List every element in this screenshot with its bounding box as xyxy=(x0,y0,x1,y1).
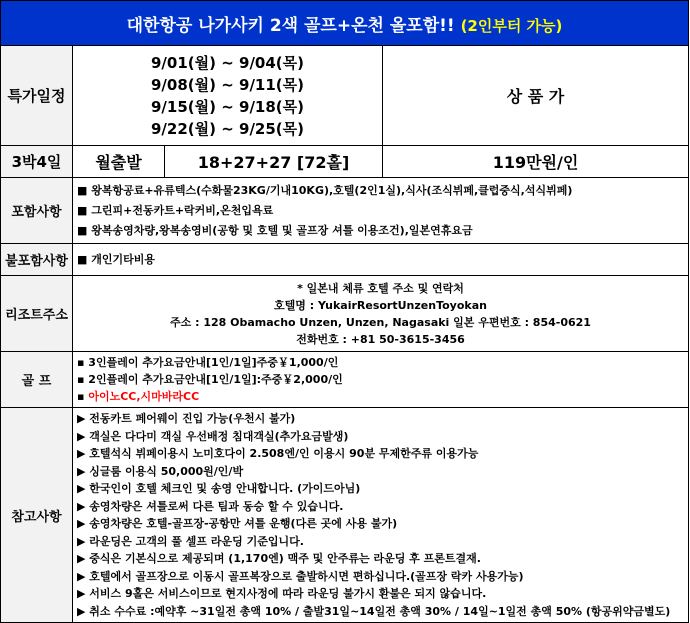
golf-label: 골 프 xyxy=(1,352,73,408)
resort-heading: * 일본내 체류 호텔 주소 및 연락처 xyxy=(297,281,464,295)
schedule-label: 특가일정 xyxy=(1,46,73,146)
duration: 3박4일 xyxy=(1,146,73,178)
schedule-dates xyxy=(73,46,383,146)
golf-courses-row xyxy=(77,388,684,405)
title-main: 대한항공 나가사키 2색 골프+온천 올포함!! xyxy=(126,15,455,36)
hotel-phone: 전화번호 : +81 50-3615-3456 xyxy=(296,332,465,346)
schedule-date: 9/22(월) ~ 9/25(목) xyxy=(151,119,304,138)
price-label: 상 품 가 xyxy=(383,46,689,146)
note-item: ▶ 싱글룸 이용식 50,000원/인/박 xyxy=(77,464,244,478)
golf-bullet: ▪ xyxy=(77,390,85,403)
note-item: ▶ 중식은 기본식으로 제공되며 (1,170엔) 맥주 및 안주류는 라운딩 후 프론트결재. xyxy=(77,552,481,565)
hotel-name: 호텔명 : YukairResortUnzenToyokan xyxy=(274,298,487,312)
golf-item: ▪ 2인플레이 추가요금안내[1인/1일]:주중￥2,000/인 xyxy=(77,373,343,386)
note-item: ▶ 서비스 9홀은 서비스이므로 현지사정에 따라 라운딩 불가시 환불은 되지 않습니다. xyxy=(77,587,487,600)
included-item: ■ 그린피+전동카트+락커비,온천입욕료 xyxy=(77,203,274,217)
excluded-item: ■ 개인기타비용 xyxy=(77,252,155,266)
resort-label: 리조트주소 xyxy=(1,276,73,352)
note-item: ▶ 라운딩은 고객의 풀 셀프 라운딩 기준입니다. xyxy=(77,534,304,548)
price: 119만원/인 xyxy=(383,146,689,178)
included-list xyxy=(73,178,689,244)
note-item: ▶ 호텔석식 뷔페이용시 노미호다이 2.508엔/인 이용시 90분 무제한주류 이용가능 xyxy=(77,447,479,460)
golf-info xyxy=(73,352,689,408)
holes: 18+27+27 [72홀] xyxy=(165,146,383,178)
resort-info xyxy=(73,276,689,352)
included-label: 포함사항 xyxy=(1,178,73,244)
schedule-date: 9/15(월) ~ 9/18(목) xyxy=(151,97,304,116)
note-item: ▶ 객실은 다다미 객실 우선배정 침대객실(추가요금발생) xyxy=(77,429,349,443)
included-item: ■ 왕복항공료+유류텍스(수화물23KG/기내10KG),호텔(2인1실),식사(조식뷔페,클럽중식,석식뷔페) xyxy=(77,183,573,197)
departure-day: 월출발 xyxy=(73,146,165,178)
golf-courses: 아이노CC,시마바라CC xyxy=(88,390,200,403)
schedule-date: 9/01(월) ~ 9/04(목) xyxy=(151,53,304,72)
excluded-list xyxy=(73,244,689,276)
notes-label: 참고사항 xyxy=(1,408,73,623)
notes-list xyxy=(73,408,689,623)
note-item: ▶ 취소 수수료 :예약후 ~31일전 총액 10% / 출발31일~14일전 총액 30% / 14일~1일전 총액 50% (항공위약금별도) xyxy=(77,604,671,618)
golf-item: ▪ 3인플레이 추가요금안내[1인/1일]주중￥1,000/인 xyxy=(77,356,339,369)
included-item: ■ 왕복송영차량,왕복송영비(공항 및 호텔 및 골프장 셔틀 이용조건),일본연휴요금 xyxy=(77,223,473,237)
note-item: ▶ 송영차량은 호텔-골프장-공항만 셔틀 운행(다른 곳에 사용 불가) xyxy=(77,517,398,530)
excluded-label: 불포함사항 xyxy=(1,244,73,276)
schedule-date: 9/08(월) ~ 9/11(목) xyxy=(151,75,304,94)
title-highlight: (2인부터 가능) xyxy=(460,16,563,35)
note-item: ▶ 호텔에서 골프장으로 이동시 골프복장으로 출발하시면 편하십니다.(골프장 락카 사용가능) xyxy=(77,569,524,583)
hotel-address: 주소 : 128 Obamacho Unzen, Unzen, Nagasaki 일본 우편번호 : 854-0621 xyxy=(170,315,591,329)
note-item: ▶ 송영차량은 셔틀로써 다른 팀과 동승 할 수 있습니다. xyxy=(77,499,344,513)
note-item: ▶ 전동카트 페어웨이 진입 가능(우천시 불가) xyxy=(77,412,296,425)
note-item: ▶ 한국인이 호텔 체크인 및 송영 안내합니다. (가이드아님) xyxy=(77,482,361,495)
title-banner xyxy=(1,1,689,46)
